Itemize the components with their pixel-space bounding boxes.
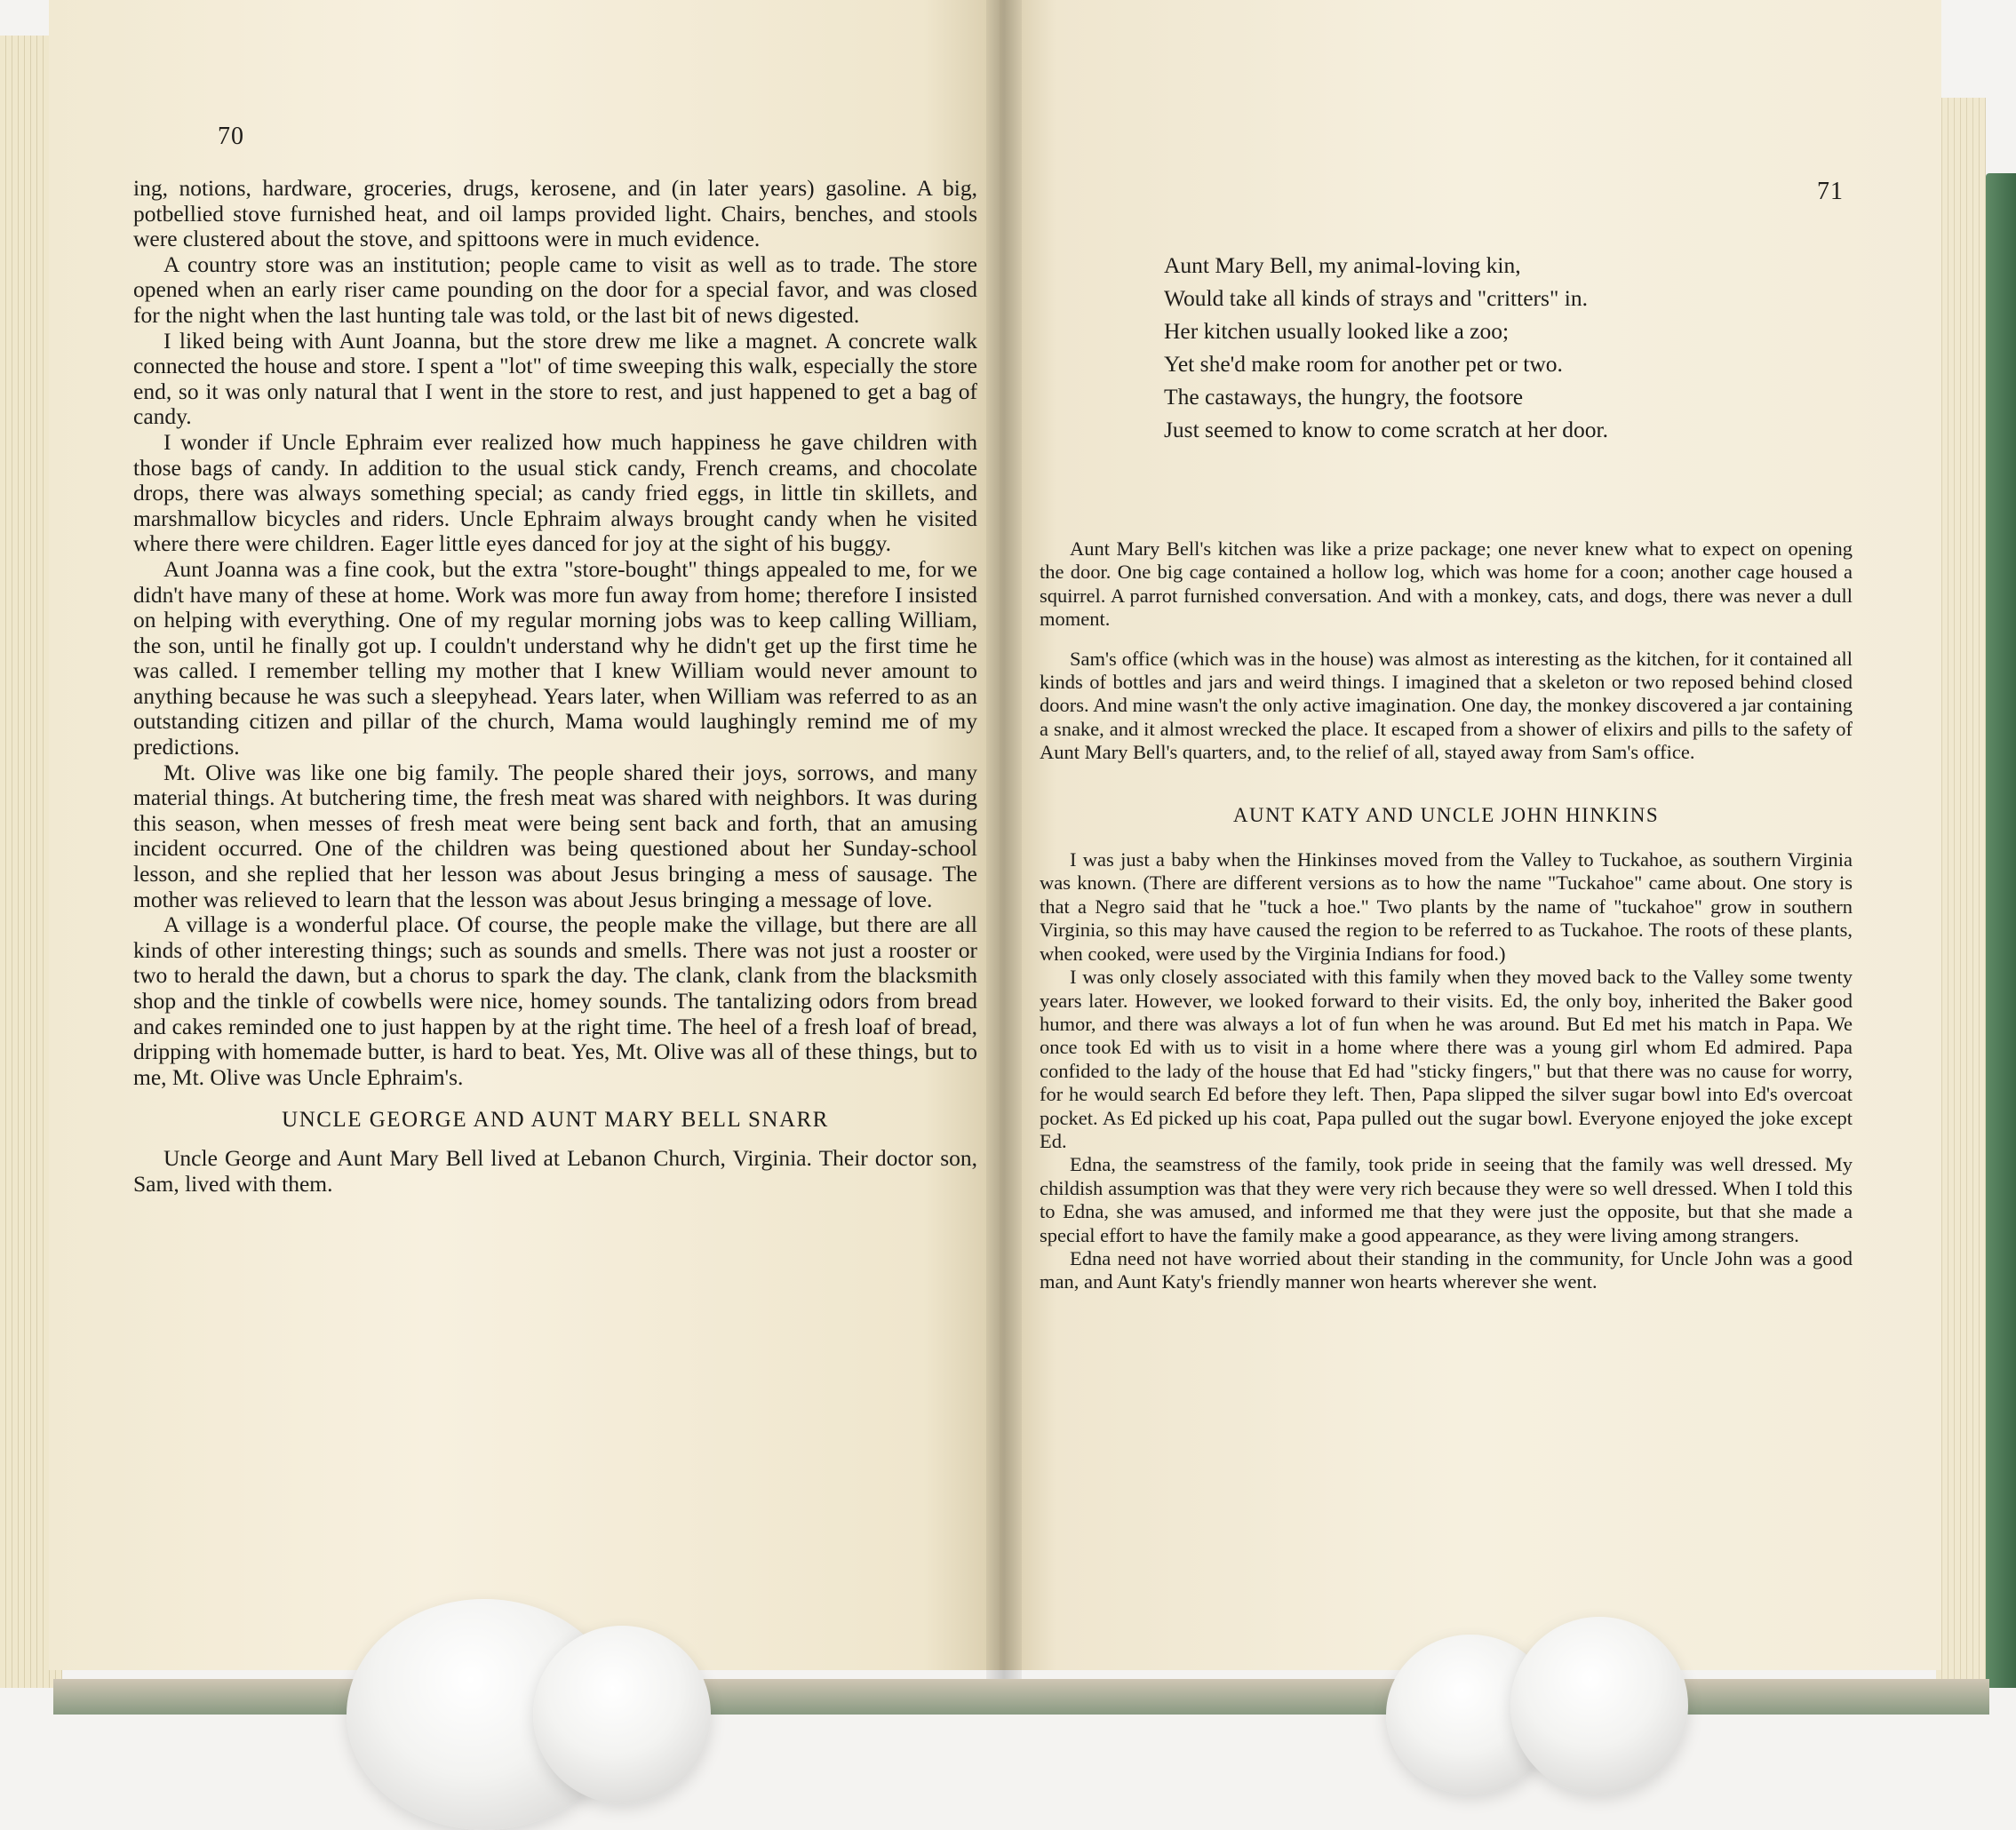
- poem-line: Yet she'd make room for another pet or two.: [1164, 351, 1563, 377]
- paragraph: Aunt Joanna was a fine cook, but the extra "store-bought" things appealed to me, for we didn't have many of these at home. Work was more fun away from home; therefore I insisted on helping with everything. One of my regular morning jobs was to keep calling William, the son, until he finally got up. I couldn't understand why he didn't get up the first time he was called. I remember telling my mother that I knew William would never amount to anything because he was such a sleepyhead. Years later, when William was referred to as an outstanding citizen and pillar of the church, Mama would laughingly remind me of my predictions.: [133, 555, 977, 760]
- paragraph: Sam's office (which was in the house) was almost as interesting as the kitchen, for it contained all kinds of bottles and jars and weird things. I imagined that a skeleton or two reposed behind closed doors. And mine wasn't the only active imagination. One day, the monkey discovered a jar containing a snake, and it almost wrecked the place. It escaped from a shower of elixirs and pills to the safety of Aunt Mary Bell's quarters, and, to the relief of all, stayed away from Sam's office.: [1040, 647, 1853, 764]
- poem-line: Just seemed to know to come scratch at her door.: [1164, 417, 1608, 442]
- paragraph: Uncle George and Aunt Mary Bell lived at Lebanon Church, Virginia. Their doctor son, Sam, lived with them.: [133, 1144, 977, 1197]
- section-heading: AUNT KATY AND UNCLE JOHN HINKINS: [1232, 803, 1660, 826]
- poem-line: The castaways, the hungry, the footsore: [1164, 384, 1524, 410]
- poem-line: Would take all kinds of strays and "critters" in.: [1164, 285, 1588, 311]
- left-page-text: [133, 176, 977, 1197]
- book-gutter: [986, 0, 1022, 1679]
- paragraph: Mt. Olive was like one big family. The people shared their joys, sorrows, and many material things. At butchering time, the fresh meat was shared with neighbors. It was during this season, when messes of fresh meat were being sent back and forth, that an amusing incident occurred. One of the children was being questioned about her Sunday-school lesson, and she replied that her lesson was about Jesus bringing a mess of sausage. The mother was relieved to learn that the lesson was about Jesus bringing a message of love.: [133, 759, 977, 912]
- paragraph: Edna, the seamstress of the family, took pride in seeing that the family was well dressed. My childish assumption was that they were very rich because they were so well dressed. When I told this to Edna, she was amused, and informed me that they were just the opposite, but that she made a special effort to have the family make a good appearance, as they were living among strangers.: [1040, 1153, 1853, 1246]
- book-spine-bottom: [53, 1679, 1989, 1715]
- paragraph: A country store was an institution; people came to visit as well as to trade. The store opened when an early riser came pounding on the door for a special favor, and was closed for the night when the last hunting tale was told, or the last bit of news digested.: [133, 251, 977, 328]
- right-page: [1000, 0, 1941, 1670]
- right-page-edges: [1936, 98, 1986, 1688]
- glove-left-finger: [533, 1626, 711, 1803]
- paragraph: I wonder if Uncle Ephraim ever realized how much happiness he gave children with those bags of candy. In addition to the usual stick candy, French creams, and chocolate drops, there was always something special; as candy fried eggs, in little tin skillets, and marshmallow bicycles and riders. Uncle Ephraim always brought candy when he visited where there were children. Eager little eyes danced for joy at the sight of his buggy.: [133, 428, 977, 557]
- paragraph: I was just a baby when the Hinkinses moved from the Valley to Tuckahoe, as southern Virginia was known. (There are different versions as to how the name "Tuckahoe" came about. One story is that a Negro said that he "tuck a hoe." Two plants by the name of "tuckahoe" grow in southern Virginia, so this may have caused the region to be referred to as Tuckahoe. The roots of these plants, when cooked, were used by the Virginia Indians for food.): [1040, 848, 1853, 965]
- paragraph: A village is a wonderful place. Of course, the people make the village, but there are all kinds of other interesting things; such as sounds and smells. There was not just a rooster or two to herald the dawn, but a chorus to spark the day. The clank, clank from the blacksmith shop and the tinkle of cowbells were nice, homey sounds. The tantalizing odors from bread and cakes reminded one to just happen by at the right time. The heel of a fresh loaf of bread, dripping with homemade butter, is hard to beat. Yes, Mt. Olive was all of these things, but to me, Mt. Olive was Uncle Ephraim's.: [133, 911, 977, 1090]
- paragraph: ing, notions, hardware, groceries, drugs, kerosene, and (in later years) gasoline. A big, potbellied stove furnished heat, and oil lamps provided light. Chairs, benches, and stools were clustered about the stove, and spittoons were in much evidence.: [133, 175, 977, 252]
- poem-line: Aunt Mary Bell, my animal-loving kin,: [1164, 252, 1521, 278]
- paragraph: I liked being with Aunt Joanna, but the store drew me like a magnet. A concrete walk connected the house and store. I spent a "lot" of time sweeping this walk, especially the store end, so it was only natural that I went in the store to rest, and just happened to get a bag of candy.: [133, 327, 977, 430]
- section-heading: UNCLE GEORGE AND AUNT MARY BELL SNARR: [282, 1108, 829, 1133]
- paragraph: I was only closely associated with this family when they moved back to the Valley some twenty years later. However, we looked forward to their visits. Ed, the only boy, inherited the Baker good humor, and there was always a lot of fun when he was around. But Ed met his match in Papa. We once took Ed with us to visit in a home where there was a young girl whom Ed admired. Papa confided to the lady of the house that Ed had "sticky fingers," but that there was no cause for worry, for he would search Ed before they left. Then, Papa slipped the silver sugar bowl into Ed's overcoat pocket. As Ed picked up his coat, Papa pulled out the sugar bowl. Everyone enjoyed the joke except Ed.: [1040, 966, 1853, 1152]
- glove-right-finger: [1510, 1617, 1688, 1794]
- paragraph: Edna need not have worried about their standing in the community, for Uncle John was a good man, and Aunt Katy's friendly manner won hearts wherever she went.: [1040, 1246, 1853, 1293]
- paragraph: Aunt Mary Bell's kitchen was like a prize package; one never knew what to expect on opening the door. One big cage contained a hollow log, which was home for a coon; another cage housed a squirrel. A parrot furnished conversation. And with a monkey, cats, and dogs, there was never a dull moment.: [1040, 537, 1853, 631]
- page-number-left: 70: [218, 123, 244, 150]
- poem: [1164, 249, 1839, 446]
- poem-line: Her kitchen usually looked like a zoo;: [1164, 318, 1510, 344]
- right-page-text: [1040, 537, 1853, 1294]
- page-number-right: 71: [1817, 178, 1844, 205]
- left-page: [49, 0, 1000, 1670]
- book-cover-edge: [1986, 173, 2016, 1688]
